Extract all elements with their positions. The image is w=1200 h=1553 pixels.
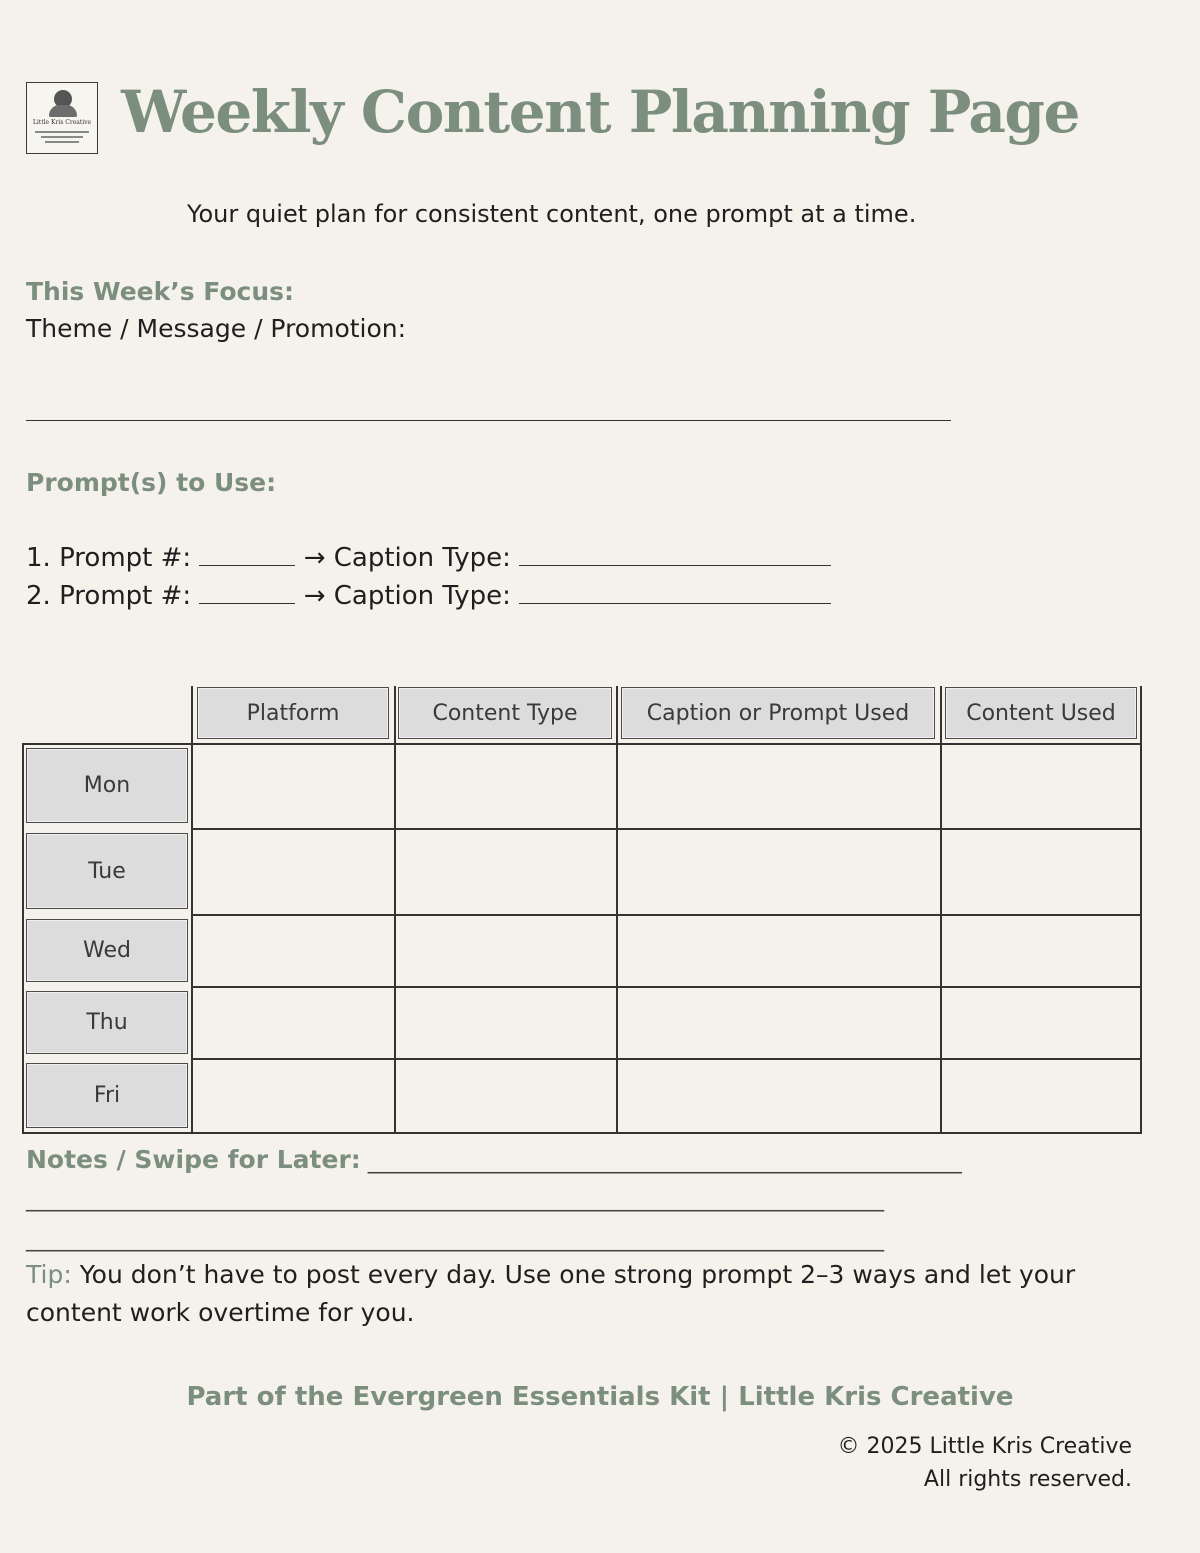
column-header-content-type: Content Type [398, 687, 612, 739]
page-title: Weekly Content Planning Page [121, 78, 1079, 146]
focus-label: This Week’s Focus: [26, 277, 295, 306]
caption-type-blank[interactable] [519, 581, 831, 604]
rights-text: All rights reserved. [923, 1467, 1132, 1492]
notes-line-1 [26, 1145, 962, 1174]
tip-text: You don’t have to post every day. Use one strong prompt 2–3 ways and let your content work overtime for you. [26, 1260, 1076, 1327]
kit-footer: Part of the Evergreen Essentials Kit | Little Kris Creative [186, 1382, 1014, 1412]
prompts-label: Prompt(s) to Use: [26, 468, 277, 497]
copyright-text: © 2025 Little Kris Creative [837, 1434, 1132, 1459]
logo-text: Little Kris Creative [32, 119, 92, 126]
caption-type-label: Caption Type: [333, 543, 511, 573]
arrow-icon: → [303, 543, 326, 573]
prompt-row-1 [26, 543, 831, 573]
caption-type-label: Caption Type: [333, 581, 511, 611]
row-header-thu: Thu [26, 991, 188, 1054]
table-grid-line [22, 743, 24, 1134]
column-header-caption-or-prompt: Caption or Prompt Used [621, 687, 935, 739]
prompt-number-label: 2. Prompt #: [26, 581, 192, 611]
copyright-block [837, 1430, 1132, 1496]
table-grid-line [394, 686, 396, 1132]
table-grid-line [191, 914, 1142, 916]
page-subtitle: Your quiet plan for consistent content, one prompt at a time. [187, 200, 917, 228]
table-grid-line [616, 686, 618, 1132]
row-header-wed: Wed [26, 919, 188, 982]
table-grid-line [1140, 686, 1142, 1134]
column-header-content-used: Content Used [945, 687, 1137, 739]
table-grid-line [191, 828, 1142, 830]
notes-line-2[interactable]: ______________________________________________________________________________ [26, 1187, 884, 1212]
row-header-tue: Tue [26, 833, 188, 909]
table-grid-line [940, 686, 942, 1132]
focus-prompt: Theme / Message / Promotion: [26, 314, 407, 343]
table-grid-line [191, 986, 1142, 988]
arrow-icon: → [303, 581, 326, 611]
prompt-number-label: 1. Prompt #: [26, 543, 192, 573]
table-grid-line [191, 1058, 1142, 1060]
prompt-number-blank[interactable] [199, 543, 295, 566]
row-header-fri: Fri [26, 1063, 188, 1128]
notes-blank[interactable]: ______________________________________________________ [367, 1149, 962, 1174]
row-header-mon: Mon [26, 748, 188, 823]
prompt-row-2 [26, 581, 831, 611]
prompt-number-blank[interactable] [199, 581, 295, 604]
tip-label: Tip: [26, 1260, 72, 1289]
table-grid-line [22, 1132, 1142, 1134]
table-grid-line [191, 686, 193, 1132]
tip-paragraph [26, 1256, 1156, 1332]
column-header-platform: Platform [197, 687, 389, 739]
caption-type-blank[interactable] [519, 543, 831, 566]
notes-line-3[interactable]: ______________________________________________________________________________ [26, 1227, 884, 1252]
table-grid-line [22, 743, 1142, 745]
focus-answer-line[interactable] [26, 420, 951, 421]
notes-label: Notes / Swipe for Later: [26, 1145, 361, 1174]
